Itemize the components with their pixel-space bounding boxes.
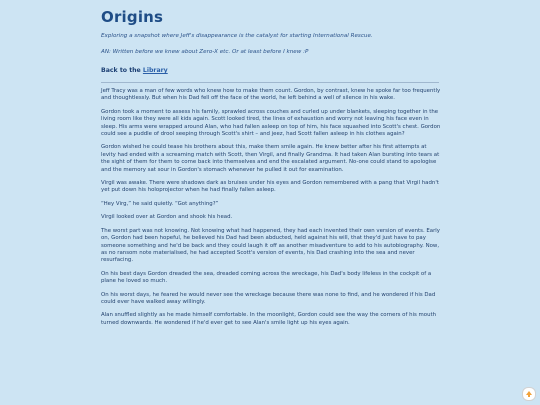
story-paragraph: On his worst days, he feared he would never see the wreckage because there was none to find, and he wondered if his Dad could ever have walked away willingly.	[101, 291, 436, 305]
story-paragraph: “Hey Virg,” he said quietly. “Got anything?”	[101, 200, 219, 207]
story-paragraph: Alan snuffled slightly as he made himself comfortable. In the moonlight, Gordon could see the way the corners of his mouth turned downwards. He wondered if he'd ever get to see Alan's smile light up his eyes again.	[101, 312, 437, 326]
divider	[101, 82, 439, 83]
story-paragraph: Virgil was awake. There were shadows dark as bruises under his eyes and Gordon remembered with a pang that Virgil hadn't yet put down his holoprojector when he had finally fallen asleep.	[101, 180, 439, 194]
up-arrow-icon	[525, 390, 533, 398]
back-prefix: Back to the	[101, 67, 143, 74]
story-body	[101, 88, 441, 333]
story-paragraph: Gordon wished he could tease his brothers about this, make them smile again. He knew better after his first attempts at levity had ended with a screaming match with Scott, then Virgil, and finally Grandma. It had taken Alan bursting into tears at the sight of them for them to come back into themselves and end the escalated argument. No-one could stand to apologise and the memory sat sour in Gordon's stomach whenever he pulled it out for examination.	[101, 144, 440, 173]
author-note: AN: Written before we knew about Zero-X etc. Or at least before I knew :P	[101, 49, 309, 55]
library-link[interactable]: Library	[142, 67, 168, 74]
scroll-to-top-button[interactable]	[522, 387, 536, 401]
story-paragraph: On his best days Gordon dreaded the sea, dreaded coming across the wreckage, his Dad's body lifeless in the cockpit of a plane he loved so much.	[101, 270, 432, 285]
back-nav	[101, 67, 168, 74]
story-paragraph: Jeff Tracy was a man of few words who knew how to make them count. Gordon, by contrast, knew he spoke far too frequently and thoughtlessly. But when his Dad fell off the face of the world, he left behind a well of silence in his wake.	[101, 88, 441, 102]
story-paragraph: Virgil looked over at Gordon and shook his head.	[101, 214, 233, 221]
story-paragraph: Gordon took a moment to assess his family, sprawled across couches and curled up under blankets, sleeping together in the living room like they were all kids again. Scott looked tired, the lines of exhaustion and worry not leaving his face even in sleep. His arms were wrapped around Alan, who had fallen asleep on top of him, his face squashed into Scott's chest. Gordon could see a puddle of drool seeping through Scott's shirt – and jeez, had Scott fallen asleep in his clothes again?	[101, 108, 441, 138]
story-paragraph: The worst part was not knowing. Not knowing what had happened, they had each invented their own version of events. Early on, Gordon had been hopeful, he believed his Dad had been abducted, held against his will, that they'd just have to pay someone something and he'd be back and they could laugh it off as another misadventure to add to his autobiography. Now, as no ransom note materialised, he had accepted Scott's version of events, his Dad crashing into the sea and never resurfacing.	[101, 227, 440, 264]
page-title: Origins	[101, 8, 164, 26]
story-summary: Exploring a snapshot where Jeff's disappearance is the catalyst for starting International Rescue.	[101, 33, 373, 39]
